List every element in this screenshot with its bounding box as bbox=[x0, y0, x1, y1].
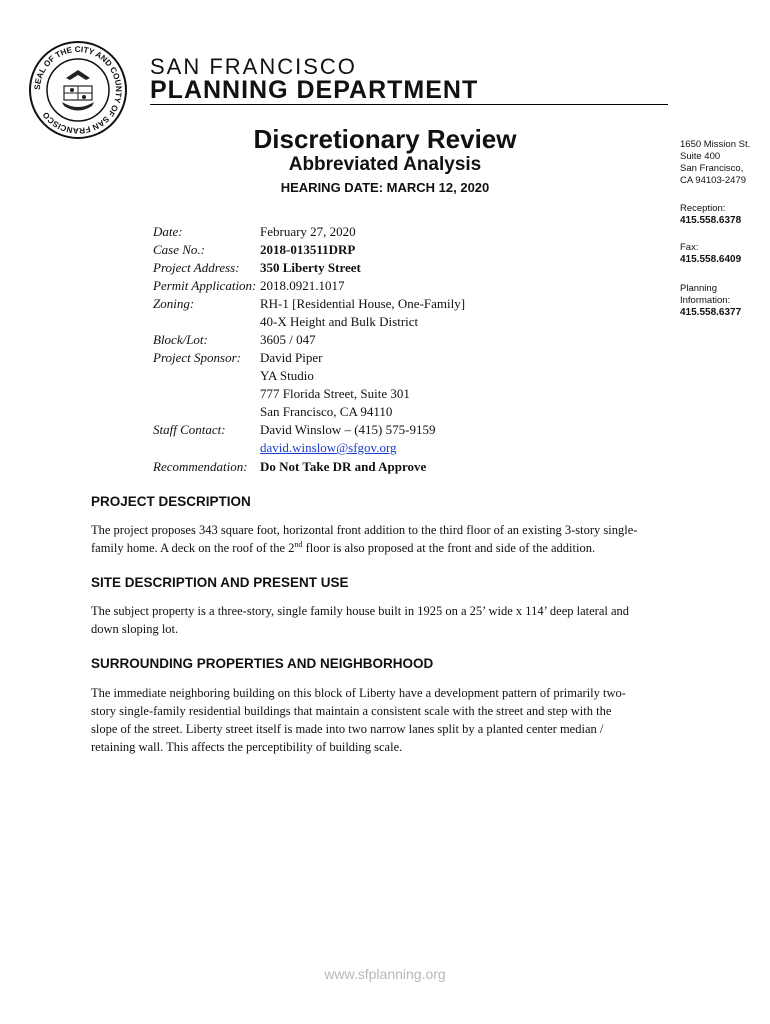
office-address bbox=[680, 139, 750, 187]
planning-info-contact bbox=[680, 283, 741, 319]
city-name: SAN FRANCISCO bbox=[150, 54, 357, 79]
project-description-text bbox=[91, 521, 691, 557]
surrounding-properties-text bbox=[91, 684, 691, 756]
zoning-value: RH-1 [Residential House, One-Family] bbox=[260, 296, 466, 311]
department-name: PLANNING DEPARTMENT bbox=[150, 76, 479, 104]
reception-phone: 415.558.6378 bbox=[680, 215, 742, 226]
text-span: floor is also proposed at the front and side of the addition. bbox=[302, 541, 596, 555]
address-line: San Francisco, bbox=[680, 163, 744, 174]
hearing-date: HEARING DATE: MARCH 12, 2020 bbox=[280, 180, 490, 195]
staff-email-link[interactable]: david.winslow@sfgov.org bbox=[260, 440, 397, 455]
paragraph-line: The immediate neighboring building on this block of Liberty have a development pattern of primarily two- bbox=[91, 686, 626, 700]
date-label: Date: bbox=[153, 224, 183, 239]
recommendation-label: Recommendation: bbox=[153, 459, 248, 474]
paragraph-line bbox=[91, 539, 691, 557]
planning-label: Planning bbox=[680, 283, 717, 294]
date-value: February 27, 2020 bbox=[260, 224, 356, 239]
fax-phone: 415.558.6409 bbox=[680, 254, 742, 265]
city-seal-logo bbox=[28, 40, 128, 140]
paragraph-line: story single-family residential buildings that maintain a consistent scale with the street and step with the bbox=[91, 704, 612, 718]
sponsor-firm: YA Studio bbox=[260, 368, 314, 383]
sponsor-label: Project Sponsor: bbox=[153, 350, 241, 365]
case-value: 2018-013511DRP bbox=[260, 242, 356, 257]
paragraph-line: down sloping lot. bbox=[91, 622, 179, 636]
paragraph-line: retaining wall. This affects the perceptibility of building scale. bbox=[91, 740, 403, 754]
sponsor-city: San Francisco, CA 94110 bbox=[260, 404, 393, 419]
sponsor-street: 777 Florida Street, Suite 301 bbox=[260, 386, 410, 401]
staff-value: David Winslow – (415) 575-9159 bbox=[260, 422, 436, 437]
text-span: family home. A deck on the roof of the 2 bbox=[91, 541, 295, 555]
surrounding-properties-heading: SURROUNDING PROPERTIES AND NEIGHBORHOOD bbox=[91, 656, 434, 671]
site-description-heading: SITE DESCRIPTION AND PRESENT USE bbox=[91, 575, 349, 590]
address-value: 350 Liberty Street bbox=[260, 260, 361, 275]
recommendation-value: Do Not Take DR and Approve bbox=[260, 459, 427, 474]
address-line: CA 94103-2479 bbox=[680, 175, 747, 186]
permit-label: Permit Application: bbox=[153, 278, 257, 293]
superscript: nd bbox=[294, 539, 303, 549]
fax-contact bbox=[680, 242, 741, 266]
block-value: 3605 / 047 bbox=[260, 332, 316, 347]
staff-label: Staff Contact: bbox=[153, 422, 226, 437]
paragraph-line: The project proposes 343 square foot, horizontal front addition to the third floor of an existing 3-story single- bbox=[91, 523, 638, 537]
block-label: Block/Lot: bbox=[153, 332, 208, 347]
case-label: Case No.: bbox=[153, 242, 205, 257]
paragraph-line: The subject property is a three-story, single family house built in 1925 on a 25’ wide x 114’ deep lateral and bbox=[91, 604, 630, 618]
reception-contact bbox=[680, 203, 741, 227]
planning-phone: 415.558.6377 bbox=[680, 307, 742, 318]
document-title: Discretionary Review bbox=[253, 124, 517, 154]
project-description-heading: PROJECT DESCRIPTION bbox=[91, 494, 251, 509]
paragraph-line: slope of the street. Liberty street itself is made into two narrow lanes split by a planted center median / bbox=[91, 722, 604, 736]
site-description-text bbox=[91, 602, 691, 638]
planning-label: Information: bbox=[680, 295, 731, 306]
document-subtitle: Abbreviated Analysis bbox=[288, 154, 482, 175]
reception-label: Reception: bbox=[680, 203, 726, 214]
permit-value: 2018.0921.1017 bbox=[260, 278, 345, 293]
zoning-label: Zoning: bbox=[153, 296, 195, 311]
sponsor-name: David Piper bbox=[260, 350, 323, 365]
zoning-district: 40-X Height and Bulk District bbox=[260, 314, 419, 329]
address-line: 1650 Mission St. bbox=[680, 139, 751, 150]
fax-label: Fax: bbox=[680, 242, 699, 253]
header-divider bbox=[150, 104, 668, 105]
footer-website: www.sfplanning.org bbox=[324, 966, 446, 982]
seal-text: SEAL OF THE CITY AND COUNTY OF SAN FRANCISCO bbox=[32, 44, 124, 136]
address-label: Project Address: bbox=[153, 260, 240, 275]
address-line: Suite 400 bbox=[680, 151, 721, 162]
